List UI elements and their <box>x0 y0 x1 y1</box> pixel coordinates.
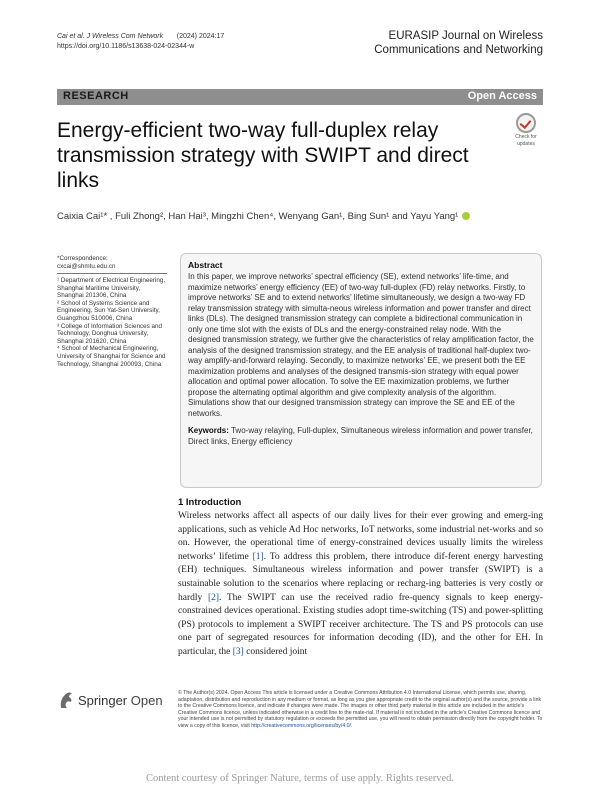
abstract-heading: Abstract <box>188 260 223 270</box>
affiliation-item: ³ College of Information Sciences and Technology, Donghua University, Shanghai 201620, China <box>57 322 163 345</box>
journal-name <box>374 29 543 57</box>
abstract-box <box>180 253 542 488</box>
affiliation-item: ² School of Systems Science and Engineering, Sun Yat-Sen University, Guangzhou 510006, China <box>57 299 160 322</box>
title-line: links <box>57 169 100 192</box>
keywords <box>188 426 534 447</box>
check-for-updates-line1: Check for <box>515 134 537 140</box>
license-link[interactable]: http://creativecommons.org/licenses/by/4.0/ <box>251 722 351 729</box>
publisher-suffix: Open <box>130 692 163 708</box>
body-text: Wireless networks affect all aspects of our daily lives for their ever growing and emerg-ing applications, such as vehicle Ad Hoc networks, IoT networks, some industrial net-works and so on. However, the operational time of energy-constrained devices usually limits the wireless networks’ lifetime <box>178 511 543 562</box>
doi-link[interactable]: https://doi.org/10.1186/s13638-024-02344-w <box>57 42 195 50</box>
correspondence-email[interactable]: cxcai@shmtu.edu.cn <box>57 262 116 270</box>
springer-open-logo <box>57 690 163 710</box>
citation-year: (2024) 2024:17 <box>176 33 225 40</box>
open-access-label: Open Access <box>467 90 537 102</box>
orcid-icon[interactable] <box>462 212 470 220</box>
correspondence-divider <box>57 273 167 274</box>
affiliations <box>57 277 167 368</box>
keywords-label: Keywords: <box>188 426 229 435</box>
title-line: transmission strategy with SWIPT and direct <box>57 144 469 167</box>
author-list <box>57 211 543 223</box>
correspondence <box>57 255 167 270</box>
check-for-updates-badge[interactable] <box>511 113 541 147</box>
citation-link[interactable]: [1] <box>252 551 264 562</box>
body-text: . The SWIPT can use the received radio fre-quency signals to keep energy-constrained devices operational. Existing studies adopt time-switching (TS) and power-splitting (PS) protocols to implement a SWIPT receiver architecture. The TS and PS protocols can use one part of segregated resources for information decoding (ID), and the other for EH. In particular, the <box>178 592 543 657</box>
citation-link[interactable]: [3] <box>232 646 244 657</box>
section-heading: 1 Introduction <box>178 497 242 508</box>
introduction-text <box>178 510 543 660</box>
journal-name-line2: Communications and Networking <box>374 44 543 56</box>
abstract-text: In this paper, we improve networks’ spectral efficiency (SE), extend networks’ life-time, and maximize networks’ energy efficiency (EE) of two-way full-duplex (FD) relay networks. Firstly, to improve networks’ SE and to extend networks’ lifetime simultaneously, we design a two-way FD relay transmission strategy with simulta-neous wireless information and power transfer and direct links (DLs). The designed transmission strategy can complete a bidirectional communication in only one time slot with the exists of DLs and the energy-constrained relay node. With the designed transmission strategy, we further give the characteristics of relay amplification factor, the analysis of the designed transmission strategy, and the EE analysis of traditional half-duplex two-way amplify-and-forward relaying. Secondly, to maximize networks’ EE, we present both the EE maximization problems and analyses of the designed transmis-sion strategy with equal power allocation and optimal power allocation. To solve the EE maximization problems, we further propose the alternating optimal algorithm and give complexity analysis of the algorithm. Simulations show that our designed transmission strategy can improve the SE and EE of the networks. <box>188 272 534 418</box>
check-for-updates-icon <box>516 113 536 133</box>
author-names: Caixia Cai¹* , Fuli Zhong², Han Hai³, Mingzhi Chen⁴, Wenyang Gan¹, Bing Sun¹ and Yayu Yang¹ <box>57 211 459 222</box>
license-notice <box>178 690 543 730</box>
citation-link[interactable]: [2] <box>207 592 220 603</box>
affiliation-item: ⁴ School of Mechanical Engineering, University of Shanghai for Science and Technology, Shanghai 200093, China <box>57 345 166 368</box>
license-text: © The Author(s) 2024. Open Access This article is licensed under a Creative Commons Attribution 4.0 International License, which permits use, sharing, adaptation, distribution and reproduction in any medium or format, as long as you give appropriate credit to the original author(s) and the source, provide a link to the Creative Commons licence, and indicate if changes were made. The images or other third party material in this article are included in the article's Creative Commons licence, unless indicated otherwise in a credit line to the mate-rial. If material is not included in the article's Creative Commons licence and your intended use is not permitted by statutory regulation or exceeds the permitted use, you will need to obtain permission directly from the copyright holder. To view a copy of this licence, visit <box>178 690 543 729</box>
journal-name-line1: EURASIP Journal on Wireless <box>388 30 543 42</box>
citation-journal: Cai et al. J Wireless Com Network <box>57 33 164 40</box>
paper-title <box>57 118 497 193</box>
correspondence-label: *Correspondence: <box>57 255 108 262</box>
affiliation-item: ¹ Department of Electrical Engineering, Shanghai Maritime University, Shanghai 201306, China <box>57 277 166 300</box>
article-type-label: RESEARCH <box>63 90 129 102</box>
title-line: Energy-efficient two-way full-duplex relay <box>57 119 439 142</box>
springer-horse-icon <box>57 690 75 710</box>
license-end: . <box>351 722 353 729</box>
article-type-banner <box>57 89 543 105</box>
running-header <box>57 32 224 51</box>
body-text: . To address this problem, there introduce dif-ferent energy harvesting (EH) techniques. Simultaneous wireless information and power transfer (SWIPT) is a sustainable solution to the scenarios where replacing or recharg-ing batteries is very costly or hardly <box>178 551 543 603</box>
courtesy-footer: Content courtesy of Springer Nature, terms of use apply. Rights reserved. <box>145 773 455 784</box>
keywords-list: Two-way relaying, Full-duplex, Simultaneous wireless information and power transfer, Direct links, Energy efficiency <box>188 426 533 446</box>
body-text: considered joint <box>243 646 308 657</box>
check-for-updates-line2: updates <box>517 141 535 147</box>
publisher-name: Springer <box>78 692 128 708</box>
